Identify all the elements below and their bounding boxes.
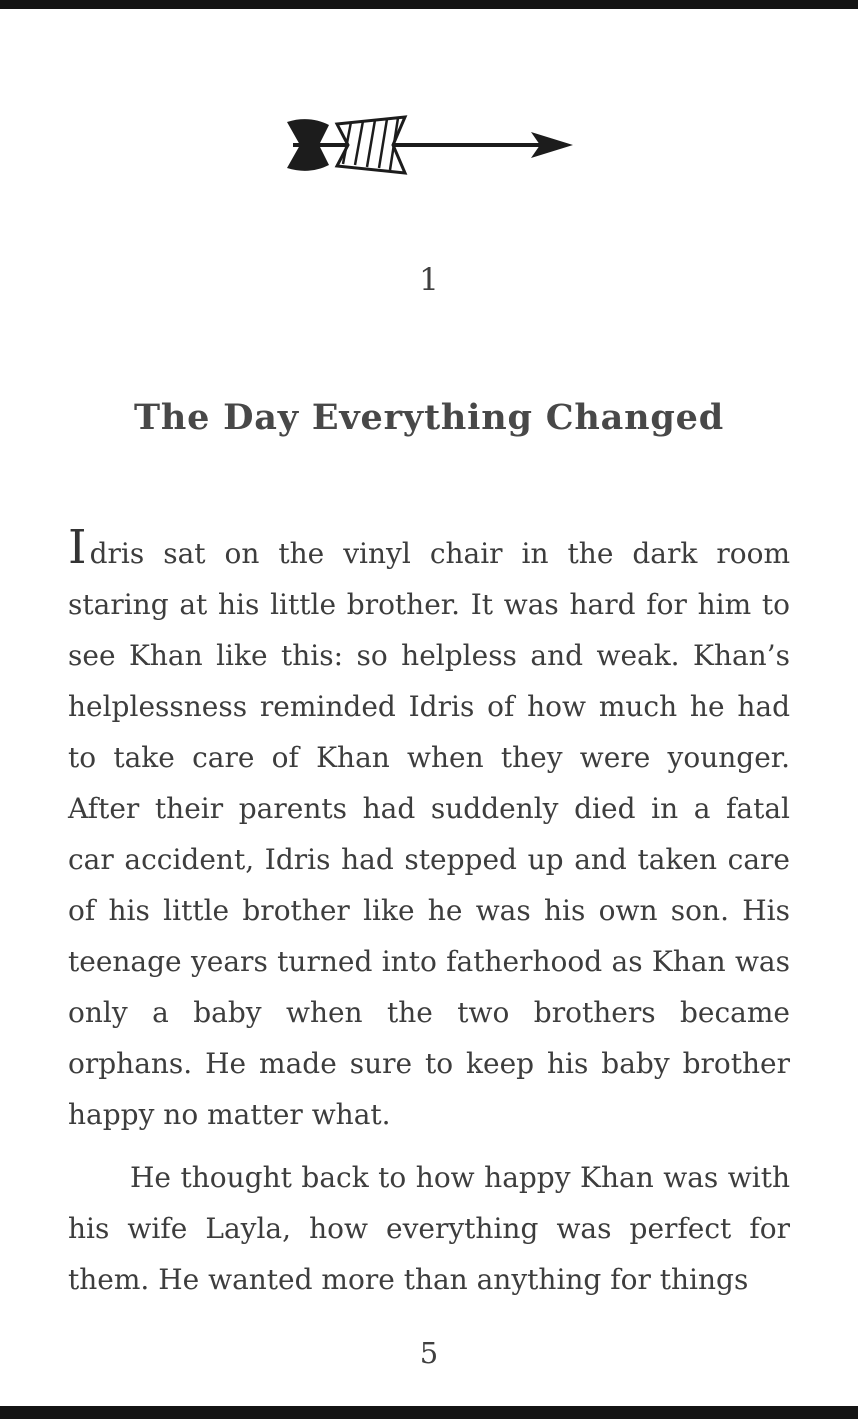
paragraph-text: dris sat on the vinyl chair in the dark room staring at his little brother. It was hard for him to see Khan like this: so helpless and weak. Khan’s helplessness reminded Idris of how much he had to take care of Khan when they were younger. After their parents had suddenly died in a fatal car accident, Idris had stepped up and taken care of his little brother like he was his own son. His teenage years turned into fatherhood as Khan was only a baby when the two brothers became orphans. He made sure to keep his baby brother happy no matter what. (68, 537, 790, 1131)
scan-edge-top (0, 0, 858, 9)
paragraph (68, 1152, 790, 1305)
drop-cap-letter: I (68, 520, 90, 575)
chapter-title: The Day Everything Changed (133, 397, 724, 439)
paragraph-text: He thought back to how happy Khan was with his wife Layla, how everything was perfect for them. He wanted more than anything for things (68, 1161, 790, 1296)
paragraph (68, 520, 790, 1140)
scan-edge-bottom (0, 1406, 858, 1419)
body-text-block (68, 520, 790, 1305)
chapter-number: 1 (419, 262, 439, 298)
arrow-ornament-icon (281, 112, 577, 178)
page-number: 5 (419, 1336, 439, 1370)
